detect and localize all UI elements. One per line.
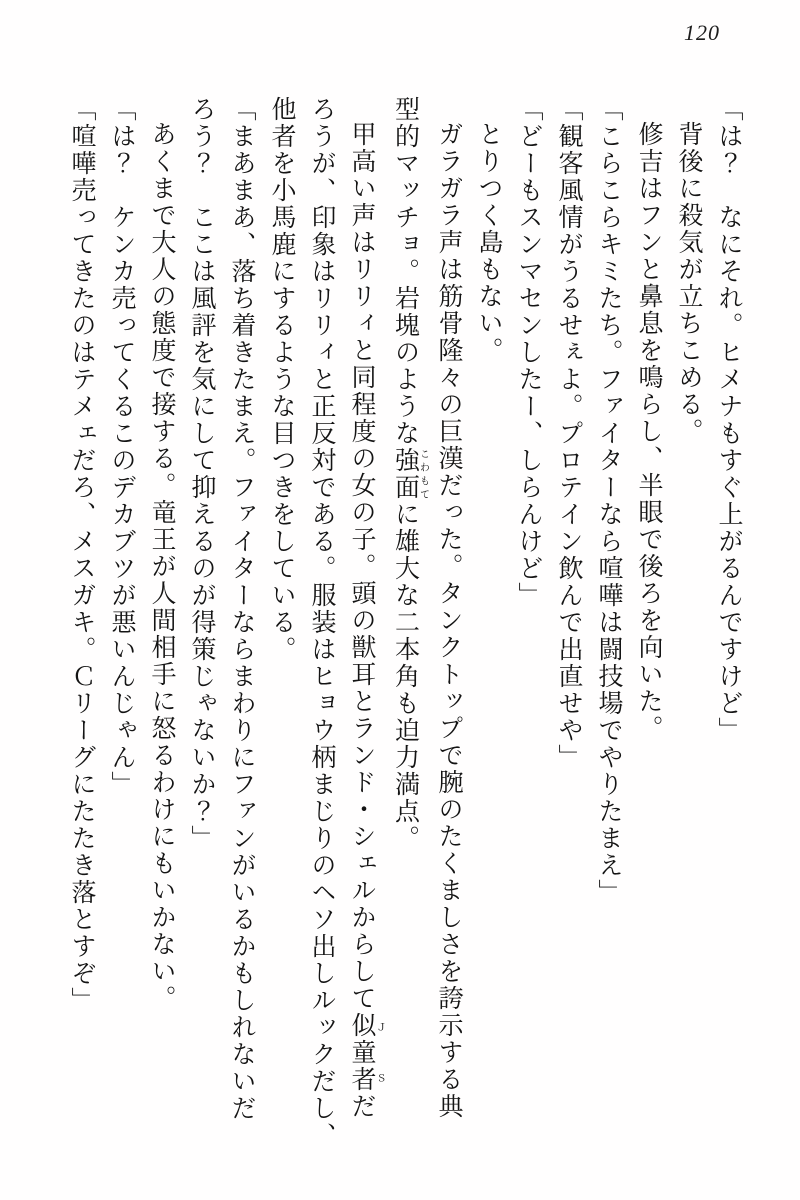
text-line: ろう？ ここは風評を気にして抑えるのが得策じゃないか？」 (188, 96, 215, 852)
text-line: とりつく島もない。 (475, 121, 502, 364)
novel-text-block (61, 96, 748, 1149)
text-line: 甲高い声はリリィと同程度の女の子。頭の獣耳とランド・シェルからして似童者 ＪＳだ (348, 121, 385, 1120)
text-line: あくまで大人の態度で接する。竜王が人間相手に怒るわけにもいかない。 (148, 121, 175, 1012)
text-line: 背後に殺気が立ちこめる。 (675, 121, 702, 445)
text-line: 修吉はフンと鼻息を鳴らし、半眼で後ろを向いた。 (635, 121, 662, 742)
text-line: 「喧嘩売ってきたのはテメェだろ、メスガキ。Ｃリーグにたたき落とすぞ」 (68, 96, 95, 1014)
text-line: 「は？ ケンカ売ってくるこのデカブツが悪いんじゃん」 (108, 96, 135, 798)
text-line: 「どーもスンマセンしたー、しらんけど」 (515, 96, 542, 609)
text-line: ろうが、印象はリリィと正反対である。服装はヒョウ柄まじりのヘソ出しルックだし、 (308, 96, 335, 1149)
ruby-annotated-word: 似童者 ＪＳ (348, 1012, 385, 1093)
text-line: 「観客風情がうるせぇよ。プロテイン飲んで出直せや」 (555, 96, 582, 771)
text-line: 他者を小馬鹿にするような目つきをしている。 (268, 96, 295, 663)
text-line: 「こらこらキミたち。ファイターなら喧嘩は闘技場でやりたまえ」 (595, 96, 622, 906)
text-line: ガラガラ声は筋骨隆々の巨漢だった。タンクトップで腕のたくましさを誇示する典 (435, 121, 462, 1120)
text-line: 型的マッチョ。岩塊のような強面 こわもてに雄大な二本角も迫力満点。 (391, 96, 429, 852)
text-line: 「は？ なにそれ。ヒメナもすぐ上がるんですけど」 (715, 96, 742, 744)
page-number: 120 (684, 20, 720, 45)
ruby-annotated-word: 強面 こわもて (391, 447, 429, 501)
text-line: 「まあまあ、落ち着きたまえ。ファイターならまわりにファンがいるかもしれないだ (228, 96, 255, 1122)
